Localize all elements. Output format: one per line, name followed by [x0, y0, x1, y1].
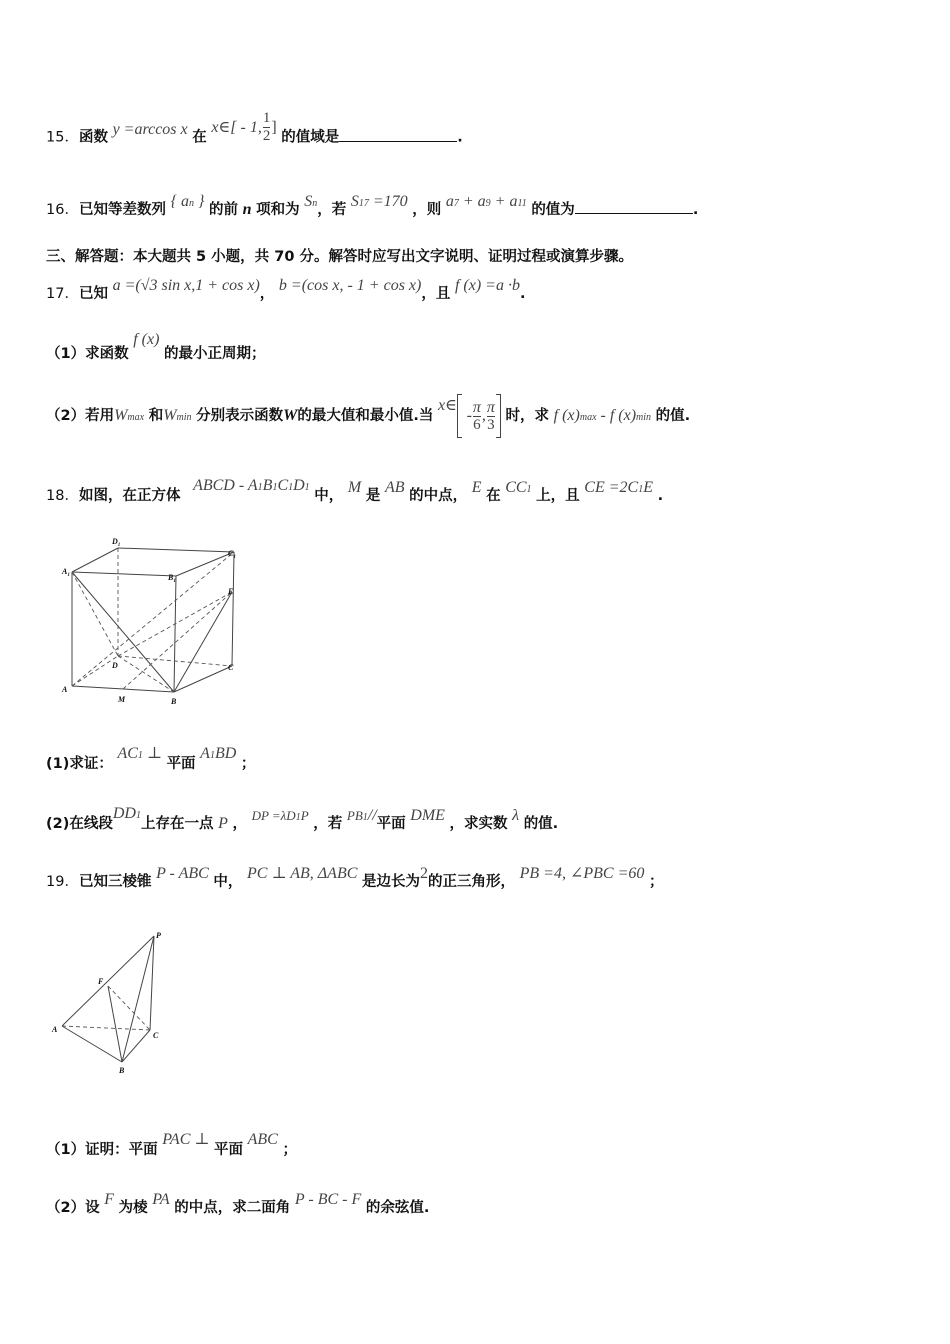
q19-part1 — [46, 1131, 297, 1159]
label-C1: $C_1$ — [228, 549, 236, 560]
q19-text: 中， — [213, 874, 243, 890]
q18-sub: 1 — [288, 482, 294, 493]
edge-cc1 — [232, 552, 234, 666]
edge-a1b1 — [72, 572, 176, 576]
q18-p1-end: ； — [240, 756, 256, 772]
q19-p2-text: （2）设 — [46, 1200, 100, 1216]
q17-frac-1 — [473, 399, 481, 434]
q17-vector-b: b =(cos x, - 1 + cos x) — [278, 277, 422, 294]
q16-S17-val: =170 — [368, 193, 408, 210]
q18-sub: 1 — [137, 750, 143, 761]
q16-a9-sub: 9 — [485, 198, 491, 209]
q19-p1-end: ； — [282, 1142, 297, 1158]
q18-p1-AC: AC — [117, 745, 138, 762]
label-B1: $B_1$ — [168, 573, 176, 584]
edge-ab — [62, 1026, 122, 1062]
q16-sequence — [171, 193, 205, 210]
q19-p2-F: F — [104, 1191, 114, 1208]
edge-d1c1 — [118, 548, 234, 552]
edge-a1d1 — [72, 548, 118, 572]
q19-p2-angle: P - BC - F — [294, 1191, 362, 1208]
q19-p2-text: 的余弦值. — [365, 1200, 430, 1216]
label-B: B — [171, 697, 177, 706]
q19-cond2: PB =4, ∠PBC =60 — [519, 865, 645, 882]
q17-neg: - — [466, 407, 472, 424]
q15-frac-den: 2 — [262, 128, 271, 144]
q18-CE-b: E — [643, 479, 653, 496]
q18-p1-A: A — [200, 745, 210, 762]
q17-Wmin — [163, 407, 191, 424]
edge-bc — [174, 666, 232, 692]
q17-number: 17． — [46, 286, 79, 302]
q18-sub: 1 — [526, 484, 532, 495]
q16-n: n — [242, 201, 252, 218]
label-M: M — [118, 695, 126, 704]
q16-S: S — [304, 193, 313, 210]
q18-line — [46, 477, 664, 505]
q18-sub: 1 — [272, 482, 278, 493]
q18-cube-b: B — [262, 477, 273, 494]
q18-part1 — [46, 745, 256, 773]
q16-number: 16． — [46, 202, 79, 218]
label-D1: $D_1$ — [112, 537, 121, 548]
q17-p2-text: 分别表示函数 — [196, 408, 284, 424]
q17-p2-text: 时，求 — [505, 408, 550, 424]
q19-number: 19． — [46, 874, 79, 890]
q16-line — [46, 193, 699, 219]
q17-fmin-f: f (x) — [609, 407, 637, 424]
label-C: C — [153, 1031, 159, 1040]
q16-answer-blank[interactable] — [575, 201, 693, 214]
q18-p2-text: ，求实数 — [449, 816, 508, 832]
q16-a7: a — [445, 193, 454, 210]
q17-Wmax-sub: max — [127, 412, 145, 423]
q17-p2-text: （2）若用 — [46, 408, 115, 424]
label-E: E — [228, 587, 234, 596]
edge-fb — [108, 986, 122, 1062]
q16-text: 项和为 — [256, 202, 300, 218]
label-A: A — [52, 1025, 58, 1034]
q19-end: ； — [648, 874, 664, 890]
edge-b1c1 — [176, 552, 234, 576]
edge-me-hidden — [123, 592, 232, 689]
q18-CC1 — [505, 479, 531, 496]
q17-interval — [438, 398, 457, 414]
label-D: D — [112, 661, 118, 670]
q17-fmin-sub: min — [636, 412, 652, 423]
q18-sub: 1 — [209, 750, 215, 761]
label-A: A — [62, 685, 68, 694]
q17-Wmin-sub: min — [176, 412, 192, 423]
q18-p2-lambda: λ — [512, 807, 520, 824]
q17-W: W — [283, 407, 298, 424]
q18-p2-DP: DP =λD — [251, 808, 296, 823]
q19-PABC: P - ABC — [156, 865, 209, 882]
q18-M: M — [347, 479, 362, 496]
q17-p1-text: （1）求函数 — [46, 346, 129, 362]
q19-line — [46, 865, 664, 891]
q19-p2-text: 为棱 — [118, 1200, 148, 1216]
q16-seq-sub: n — [188, 198, 194, 209]
q18-p2-PB: PB — [346, 808, 363, 823]
edge-a1d-hidden — [72, 572, 118, 656]
q18-A1BD — [200, 745, 236, 762]
q18-AC1 — [117, 745, 162, 762]
q16-text: ，若 — [317, 202, 347, 218]
q18-PB1 — [347, 808, 377, 823]
q17-Wmax-W: W — [114, 407, 128, 424]
q15-text: 函数 — [78, 129, 108, 146]
q18-CE — [584, 479, 653, 496]
q19-p1-ABC: ABC — [247, 1131, 278, 1148]
q19-p2-text: 的中点，求二面角 — [174, 1200, 291, 1216]
q18-text: 上，且 — [536, 488, 580, 504]
q17-end: . — [519, 286, 526, 302]
q15-domain-post: ] — [271, 118, 277, 136]
q16-a11: + a — [490, 193, 518, 210]
edge-fc-hidden — [108, 986, 150, 1030]
q15-domain — [211, 110, 277, 144]
edge-ac1-hidden — [72, 552, 234, 686]
q18-part2 — [46, 805, 559, 833]
q18-p2-text: 上存在一点 — [140, 816, 214, 832]
q19-p1-perp: ⊥ — [190, 1131, 210, 1148]
q18-p1-text: 平面 — [166, 756, 196, 772]
q17-pi2: π — [486, 398, 495, 416]
q18-p2-DME: DME — [410, 807, 445, 824]
q18-p2-text: 平面 — [376, 816, 406, 832]
q18-CE-a: CE =2C — [584, 479, 639, 496]
q18-p1-perp: ⊥ — [142, 745, 162, 762]
q15-line — [46, 110, 463, 155]
q19-PAC — [162, 1131, 209, 1148]
cube-figure — [56, 532, 256, 712]
section-3-heading: 三、解答题：本大题共 5 小题，共 70 分。解答时应写出文字说明、证明过程或演算步骤。 — [46, 249, 633, 265]
q17-Wmax — [114, 407, 144, 424]
q16-text: 的前 — [208, 202, 238, 218]
q17-fmin — [610, 407, 651, 424]
q18-p2-DP2: P — [300, 808, 309, 823]
q15-answer-blank[interactable] — [339, 129, 457, 142]
label-P: P — [156, 931, 161, 940]
q15-fraction — [263, 110, 271, 145]
q17-text: ， — [259, 286, 275, 302]
q15-text: 的值域是 — [281, 129, 340, 146]
q17-fmax-f: f (x) — [553, 407, 580, 424]
q17-p2-text: 和 — [148, 408, 164, 424]
q17-text: 已知 — [78, 286, 108, 302]
q18-end: . — [657, 488, 664, 504]
q18-number: 18． — [46, 488, 79, 504]
q19-p2-PA: PA — [152, 1191, 170, 1208]
q19-text: 已知三棱锥 — [78, 874, 152, 890]
edge-ap — [62, 936, 154, 1026]
q17-text: ，且 — [421, 286, 451, 302]
q16-S17-S: S — [350, 193, 359, 210]
q16-seq: { a — [170, 193, 189, 210]
edge-eb — [174, 592, 232, 692]
q17-p1-text: 的最小正周期； — [164, 346, 266, 362]
q18-AB: AB — [384, 479, 405, 496]
q18-DP — [252, 808, 309, 823]
q19-part2 — [46, 1191, 430, 1217]
q19-cond: PC ⊥ AB, ΔABC — [247, 865, 358, 882]
q18-CC: CC — [505, 479, 527, 496]
q17-Wmin-W: W — [163, 407, 177, 424]
q17-six: 6 — [473, 416, 481, 433]
q18-p1-BD: BD — [214, 745, 237, 762]
q17-fmax-sub: max — [579, 412, 597, 423]
q18-text: 在 — [486, 488, 501, 504]
q17-x-in: x∈ — [438, 397, 457, 414]
q17-three: 3 — [487, 416, 495, 433]
q18-cube-d: D — [293, 477, 305, 494]
q19-two: 2 — [420, 865, 428, 882]
q19-p1-text: 平面 — [214, 1142, 244, 1158]
q16-end: . — [692, 202, 699, 218]
edge-ac-hidden — [62, 1026, 150, 1030]
q18-p1-text: (1)求证： — [46, 756, 113, 772]
q17-part1 — [46, 331, 266, 363]
q18-text: 如图，在正方体 — [78, 488, 181, 504]
q18-p2-DD: DD — [112, 805, 136, 822]
q16-a7-sub: 7 — [453, 198, 459, 209]
q18-cube-a: ABCD - A — [193, 477, 258, 494]
q18-p2-text: ， — [232, 816, 247, 832]
edge-db-hidden — [118, 656, 174, 692]
q18-sub: 1 — [362, 812, 368, 823]
q17-frac-2 — [487, 399, 495, 434]
q15-end: . — [457, 129, 463, 146]
q17-p2-text: 的最大值和最小值.当 — [297, 408, 434, 424]
label-B: B — [119, 1066, 125, 1075]
q16-S17-sub: 17 — [358, 198, 369, 209]
q18-text: 的中点， — [409, 488, 468, 504]
q18-sub: 1 — [304, 482, 310, 493]
q19-text: 是边长为 — [362, 874, 420, 890]
q16-a9: + a — [458, 193, 486, 210]
q19-text: 的正三角形， — [428, 874, 515, 890]
q18-p2-text: (2)在线段 — [46, 816, 113, 832]
q16-sum — [446, 193, 527, 210]
q18-p2-text: 的值. — [523, 816, 559, 832]
q18-text: 是 — [365, 488, 381, 504]
q18-sub: 1 — [135, 810, 141, 821]
tetrahedron-figure — [50, 926, 180, 1078]
q18-E: E — [471, 479, 482, 496]
q18-cube-c: C — [277, 477, 289, 494]
q18-DD1 — [113, 805, 141, 822]
q18-p2-P: P — [218, 815, 228, 832]
q17-part2 — [46, 394, 690, 438]
q15-domain-pre: x∈[ - 1, — [211, 118, 262, 136]
q17-line — [46, 277, 526, 303]
q15-expression: y =arccos x — [112, 120, 188, 138]
edge-a1b — [72, 572, 174, 692]
q18-sub: 1 — [638, 484, 644, 495]
q16-S-sub: n — [312, 198, 318, 209]
q16-seq-end: } — [193, 193, 205, 210]
q16-Sn — [304, 193, 317, 210]
label-C: C — [228, 663, 234, 672]
q17-function: f (x) =a ·b — [454, 277, 520, 294]
q17-vector-a: a =(√3 sin x,1 + cos x) — [112, 277, 260, 294]
q17-comma: , — [481, 407, 486, 424]
q16-S17 — [351, 193, 408, 210]
q18-text: 中， — [314, 488, 344, 504]
label-F: F — [98, 977, 104, 986]
q16-text: 已知等差数列 — [78, 202, 166, 218]
q16-a11-sub: 11 — [517, 198, 527, 209]
q18-cube — [193, 477, 310, 494]
q18-sub: 1 — [257, 482, 263, 493]
q15-number: 15． — [46, 129, 79, 146]
q15-text: 在 — [192, 129, 207, 146]
q16-text: ，则 — [412, 202, 442, 218]
q17-fmax — [554, 407, 597, 424]
edge-bb1 — [174, 576, 176, 692]
q19-p1-PAC: PAC — [162, 1131, 191, 1148]
q18-sub: 1 — [295, 812, 301, 823]
label-A1: $A_1$ — [62, 567, 70, 578]
q18-p2-parallel: // — [367, 807, 377, 824]
q17-p2-text: 的值. — [655, 408, 691, 424]
q16-text: 的值为 — [531, 202, 575, 218]
q17-minus: - — [596, 407, 610, 424]
q17-pi1: π — [472, 398, 481, 416]
q17-p1-fx: f (x) — [133, 331, 160, 348]
q15-frac-num: 1 — [262, 110, 271, 126]
q18-p2-text: ，若 — [313, 816, 343, 832]
q19-p1-text: （1）证明：平面 — [46, 1142, 158, 1158]
